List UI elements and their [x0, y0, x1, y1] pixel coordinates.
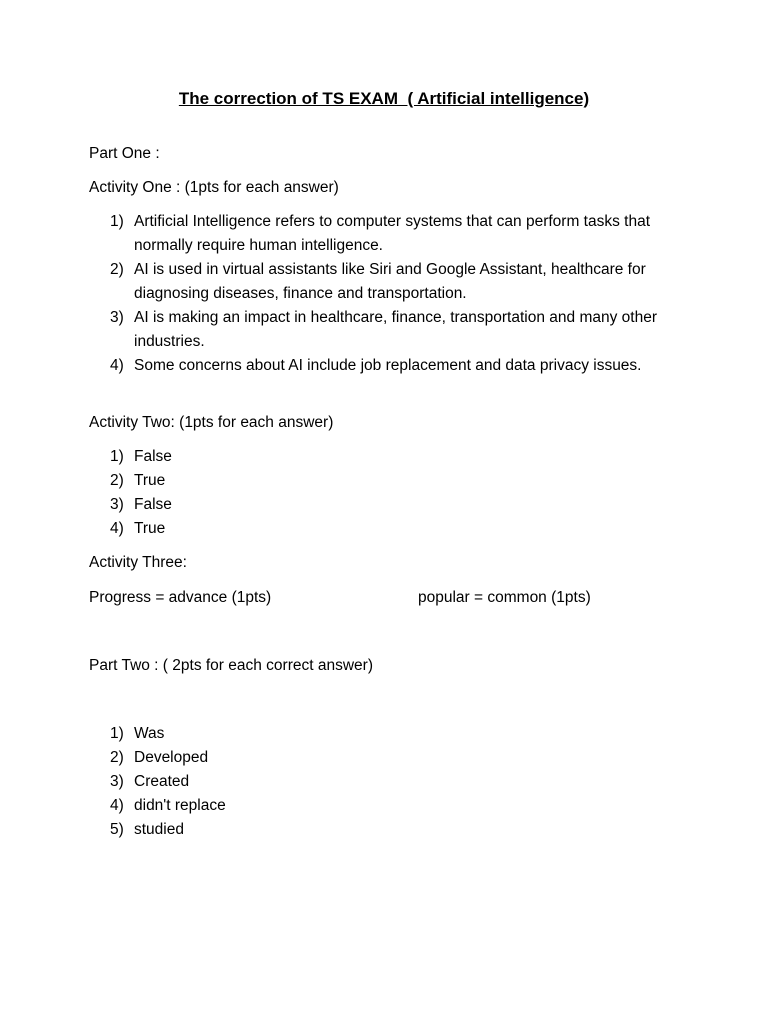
activity-two-heading: Activity Two: (1pts for each answer)	[89, 414, 334, 431]
list-item	[110, 469, 670, 493]
list-item	[110, 210, 670, 258]
part-one-heading: Part One :	[89, 145, 160, 162]
list-text: Created	[134, 773, 190, 790]
list-number: 1)	[110, 725, 124, 742]
list-item	[110, 258, 670, 306]
list-text: Was	[134, 725, 165, 742]
activity-three-heading: Activity Three:	[89, 554, 187, 571]
activity-three-left-answer: Progress = advance (1pts)	[89, 589, 272, 606]
list-item	[110, 770, 670, 794]
list-number: 4)	[110, 797, 124, 814]
list-number: 1)	[110, 213, 124, 230]
part-two-list	[110, 722, 670, 842]
list-item	[110, 493, 670, 517]
list-text: True	[134, 520, 166, 537]
list-number: 5)	[110, 821, 124, 838]
activity-three-right-answer: popular = common (1pts)	[418, 589, 591, 606]
list-number: 4)	[110, 357, 124, 374]
list-item	[110, 722, 670, 746]
list-number: 1)	[110, 448, 124, 465]
list-item	[110, 818, 670, 842]
list-number: 3)	[110, 496, 124, 513]
list-number: 4)	[110, 520, 124, 537]
list-text: didn't replace	[134, 797, 226, 814]
list-text: Artificial Intelligence refers to computer systems that can perform tasks that normally require human intelligence.	[134, 213, 651, 254]
list-number: 2)	[110, 472, 124, 489]
part-two-heading: Part Two : ( 2pts for each correct answer)	[89, 657, 373, 674]
list-item	[110, 306, 670, 354]
activity-two-list	[110, 445, 670, 541]
list-text: Some concerns about AI include job replacement and data privacy issues.	[134, 357, 642, 374]
document-title: The correction of TS EXAM ( Artificial intelligence)	[178, 89, 590, 108]
list-item	[110, 794, 670, 818]
activity-one-list	[110, 210, 670, 378]
list-text: Developed	[134, 749, 209, 766]
list-text: True	[134, 472, 166, 489]
list-text: studied	[134, 821, 184, 838]
list-text: AI is making an impact in healthcare, finance, transportation and many other industries.	[134, 309, 657, 350]
list-item	[110, 746, 670, 770]
list-number: 2)	[110, 749, 124, 766]
list-item	[110, 445, 670, 469]
list-text: AI is used in virtual assistants like Siri and Google Assistant, healthcare for diagnosing diseases, finance and transportation.	[134, 261, 646, 302]
list-number: 3)	[110, 309, 124, 326]
list-item	[110, 517, 670, 541]
list-number: 3)	[110, 773, 124, 790]
list-item	[110, 354, 670, 378]
list-text: False	[134, 496, 172, 513]
list-text: False	[134, 448, 172, 465]
activity-one-heading: Activity One : (1pts for each answer)	[89, 179, 339, 196]
list-number: 2)	[110, 261, 124, 278]
